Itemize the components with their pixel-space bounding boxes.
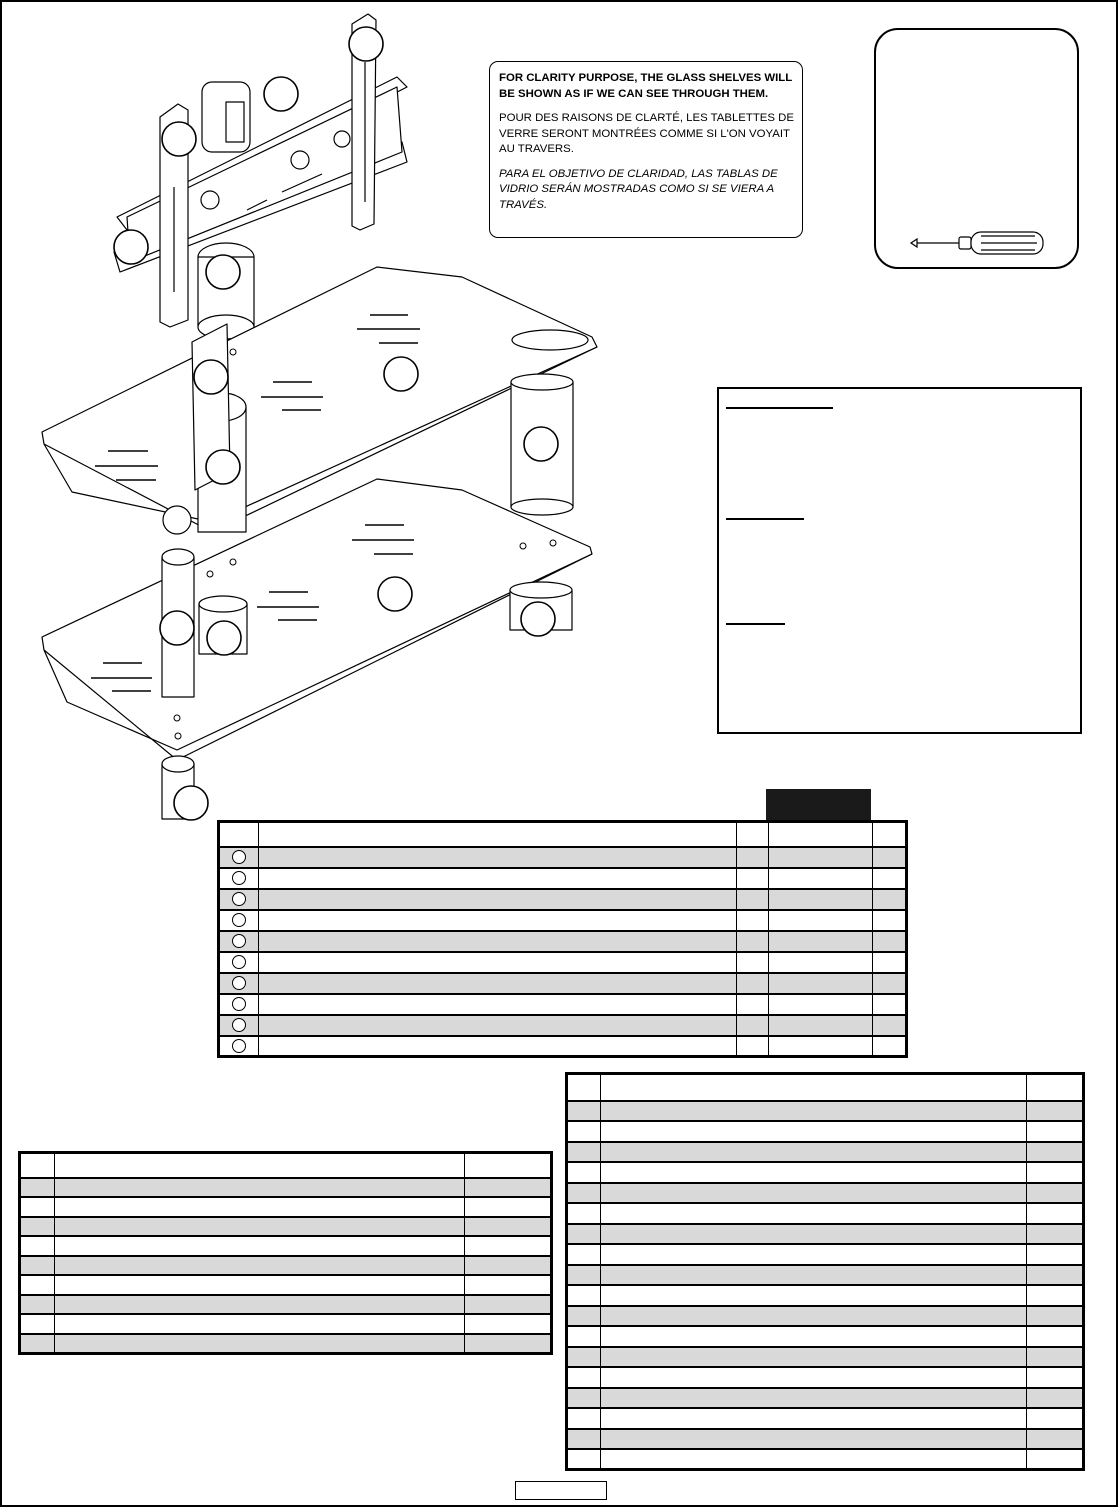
callout-circle — [384, 357, 418, 391]
table-row — [567, 1162, 1084, 1183]
table-row — [20, 1236, 552, 1256]
notice-english: FOR CLARITY PURPOSE, THE GLASS SHELVES WILL BE SHOWN AS IF WE CAN SEE THROUGH THEM. — [499, 72, 793, 100]
table-row — [219, 1015, 907, 1036]
table-row — [219, 868, 907, 889]
table-row — [567, 1183, 1084, 1204]
part-callout-icon — [232, 997, 246, 1011]
part-callout-icon — [232, 934, 246, 948]
table-row — [20, 1217, 552, 1237]
notice-french: POUR DES RAISONS DE CLARTÉ, LES TABLETTES DE VERRE SERONT MONTRÉES COMME SI L'ON VOYAIT AU TRAVERS. — [499, 112, 794, 155]
callout-circle — [524, 427, 558, 461]
notice-spanish: PARA EL OBJETIVO DE CLARIDAD, LAS TABLAS DE VIDRIO SERÁN MOSTRADAS COMO SI SE VIERA A TRAVÉS. — [499, 167, 778, 211]
callout-circle — [162, 122, 196, 156]
table-row — [567, 1244, 1084, 1265]
hardware-table-right — [565, 1072, 1085, 1471]
table-row — [567, 1224, 1084, 1245]
callout-circle — [264, 77, 298, 111]
table-row — [20, 1314, 552, 1334]
part-callout-icon — [232, 892, 246, 906]
callout-circle — [160, 611, 194, 645]
table-row — [20, 1334, 552, 1354]
table-row — [567, 1388, 1084, 1409]
table-row — [20, 1295, 552, 1315]
table-row — [219, 973, 907, 994]
table-row — [567, 1101, 1084, 1122]
table-row — [567, 1265, 1084, 1286]
info-box-rules — [719, 389, 1080, 732]
table-row — [219, 910, 907, 931]
table-row — [567, 1367, 1084, 1388]
table-row — [567, 1326, 1084, 1347]
table-row — [567, 1347, 1084, 1368]
table-row — [567, 1285, 1084, 1306]
part-callout-icon — [232, 913, 246, 927]
table-row — [219, 952, 907, 973]
part-callout-icon — [232, 850, 246, 864]
part-callout-icon — [232, 1018, 246, 1032]
table-row — [567, 1449, 1084, 1470]
callout-circle — [521, 602, 555, 636]
info-box — [717, 387, 1082, 734]
table-row — [219, 994, 907, 1015]
part-callout-icon — [232, 976, 246, 990]
table-row — [567, 1142, 1084, 1163]
table-row — [219, 889, 907, 910]
page-number-box — [515, 1481, 607, 1500]
table-row — [219, 1036, 907, 1057]
table-row — [567, 1306, 1084, 1327]
table-row — [567, 1429, 1084, 1450]
callout-circle — [207, 621, 241, 655]
callout-circle — [206, 450, 240, 484]
table-row — [219, 931, 907, 952]
callout-circle — [378, 577, 412, 611]
callout-circle — [206, 255, 240, 289]
table-row — [567, 1408, 1084, 1429]
parts-table — [217, 820, 908, 1058]
part-callout-icon — [232, 955, 246, 969]
table-row — [20, 1275, 552, 1295]
table-row — [20, 1197, 552, 1217]
part-callout-icon — [232, 1039, 246, 1053]
clarity-notice — [489, 61, 803, 238]
table-row — [20, 1178, 552, 1198]
tools-box — [874, 28, 1079, 269]
table-row — [219, 847, 907, 868]
table-row — [567, 1203, 1084, 1224]
callout-circle — [349, 27, 383, 61]
table-row — [567, 1121, 1084, 1142]
part-callout-icon — [232, 871, 246, 885]
callout-circle — [194, 360, 228, 394]
table-row — [20, 1256, 552, 1276]
screwdriver-icon — [909, 228, 1049, 258]
hardware-table-left — [18, 1151, 553, 1355]
callout-circle — [114, 230, 148, 264]
callout-circle — [174, 786, 208, 820]
parts-table-header-tab — [766, 789, 871, 822]
